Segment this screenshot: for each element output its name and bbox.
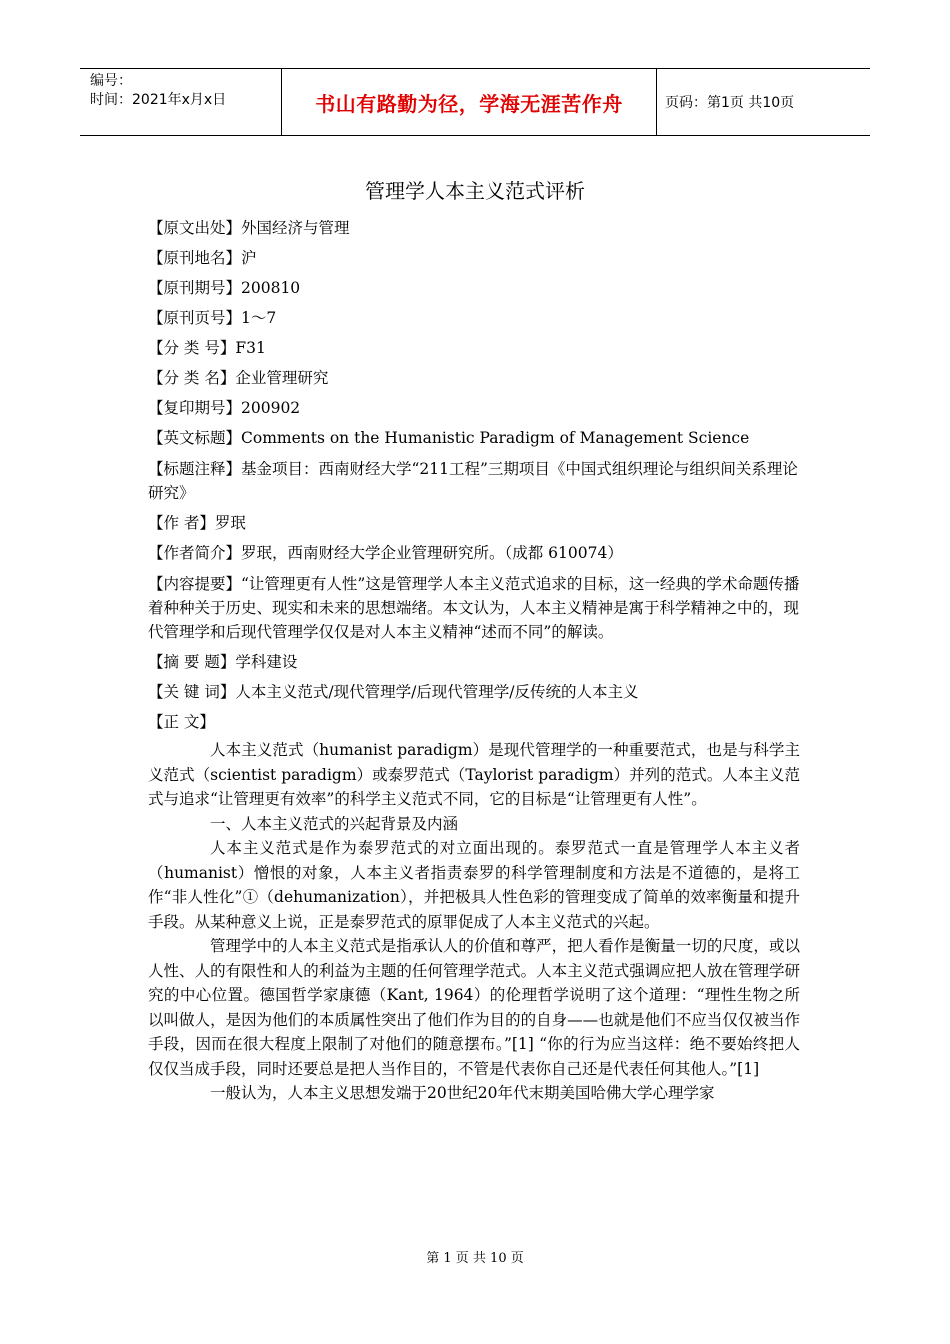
- meta-author-intro: 【作者简介】罗珉，西南财经大学企业管理研究所。（成都 610074）: [148, 544, 623, 562]
- header-slogan: 书山有路勤为径，学海无涯苦作舟: [282, 69, 657, 135]
- meta-class-number: 【分 类 号】F31: [148, 339, 266, 357]
- paragraph: 人本主义范式（humanist paradigm）是现代管理学的一种重要范式，也是与科学主义范式（scientist paradigm）或泰罗范式（Taylorist paradigm）并列的范式。人本主义范式与追求“让管理更有效率”的科学主义范式不同，它的目标是“让管理更有人性”。: [148, 741, 800, 808]
- meta-abstract: 【内容提要】“让管理更有人性”这是管理学人本主义范式追求的目标，这一经典的学术命题传播着种种关于历史、现实和未来的思想端绪。本文认为，人本主义精神是寓于科学精神之中的，现代管理学和后现代管理学仅仅是对人本主义精神“述而不同”的解读。: [148, 575, 800, 641]
- time-label: 时间：2021年x月x日: [90, 92, 227, 108]
- document-content: [148, 214, 800, 1106]
- document-title: 管理学人本主义范式评析: [365, 179, 585, 203]
- number-label: 编号：: [90, 73, 132, 89]
- section-heading: 一、人本主义范式的兴起背景及内涵: [210, 814, 459, 833]
- meta-issue: 【原刊期号】200810: [148, 279, 301, 297]
- paragraph: 一般认为，人本主义思想发端于20世纪20年代末期美国哈佛大学心理学家: [210, 1084, 715, 1102]
- meta-source: 【原文出处】外国经济与管理: [148, 219, 350, 237]
- meta-pages: 【原刊页号】1～7: [148, 309, 277, 327]
- body-text: [148, 738, 800, 1106]
- header-table: [80, 68, 870, 136]
- meta-author: 【作 者】罗珉: [148, 514, 246, 532]
- meta-place: 【原刊地名】沪: [148, 249, 257, 267]
- meta-english-title: 【英文标题】Comments on the Humanistic Paradigm of Management Science: [148, 429, 750, 447]
- header-page-info: 页码：第1页 共10页: [665, 95, 795, 111]
- meta-keywords: 【关 键 词】人本主义范式/现代管理学/后现代管理学/反传统的人本主义: [148, 683, 639, 701]
- meta-summary: 【摘 要 题】学科建设: [148, 653, 298, 671]
- meta-reprint-issue: 【复印期号】200902: [148, 399, 301, 417]
- meta-class-name: 【分 类 名】企业管理研究: [148, 369, 329, 387]
- paragraph: 人本主义范式是作为泰罗范式的对立面出现的。泰罗范式一直是管理学人本主义者（humanist）憎恨的对象，人本主义者指责泰罗的科学管理制度和方法是不道德的，是将工作“非人性化”①（dehumanization），并把极具人性色彩的管理变成了简单的效率衡量和提升手段。从某种意义上说，正是泰罗范式的原罪促成了人本主义范式的兴起。: [148, 839, 800, 931]
- page-footer: 第 1 页 共 10 页: [426, 1251, 524, 1266]
- header-left-cell: [80, 69, 282, 135]
- meta-title-note: 【标题注释】基金项目：西南财经大学“211工程”三期项目《中国式组织理论与组织间关系理论研究》: [148, 460, 798, 502]
- body-label: 【正 文】: [148, 713, 215, 731]
- paragraph: 管理学中的人本主义范式是指承认人的价值和尊严，把人看作是衡量一切的尺度，或以人性、人的有限性和人的利益为主题的任何管理学范式。人本主义范式强调应把人放在管理学研究的中心位置。德国哲学家康德（Kant, 1964）的伦理哲学说明了这个道理：“理性生物之所以叫做人，是因为他们的本质属性突出了他们作为目的的自身——也就是他们不应当仅仅被当作手段，因而在很大程度上限制了对他们的随意摆布。”[1] “你的行为应当这样：绝不要始终把人仅仅当成手段，同时还要总是把人当作目的，不管是代表你自己还是代表任何其他人。”[1]: [148, 937, 800, 1078]
